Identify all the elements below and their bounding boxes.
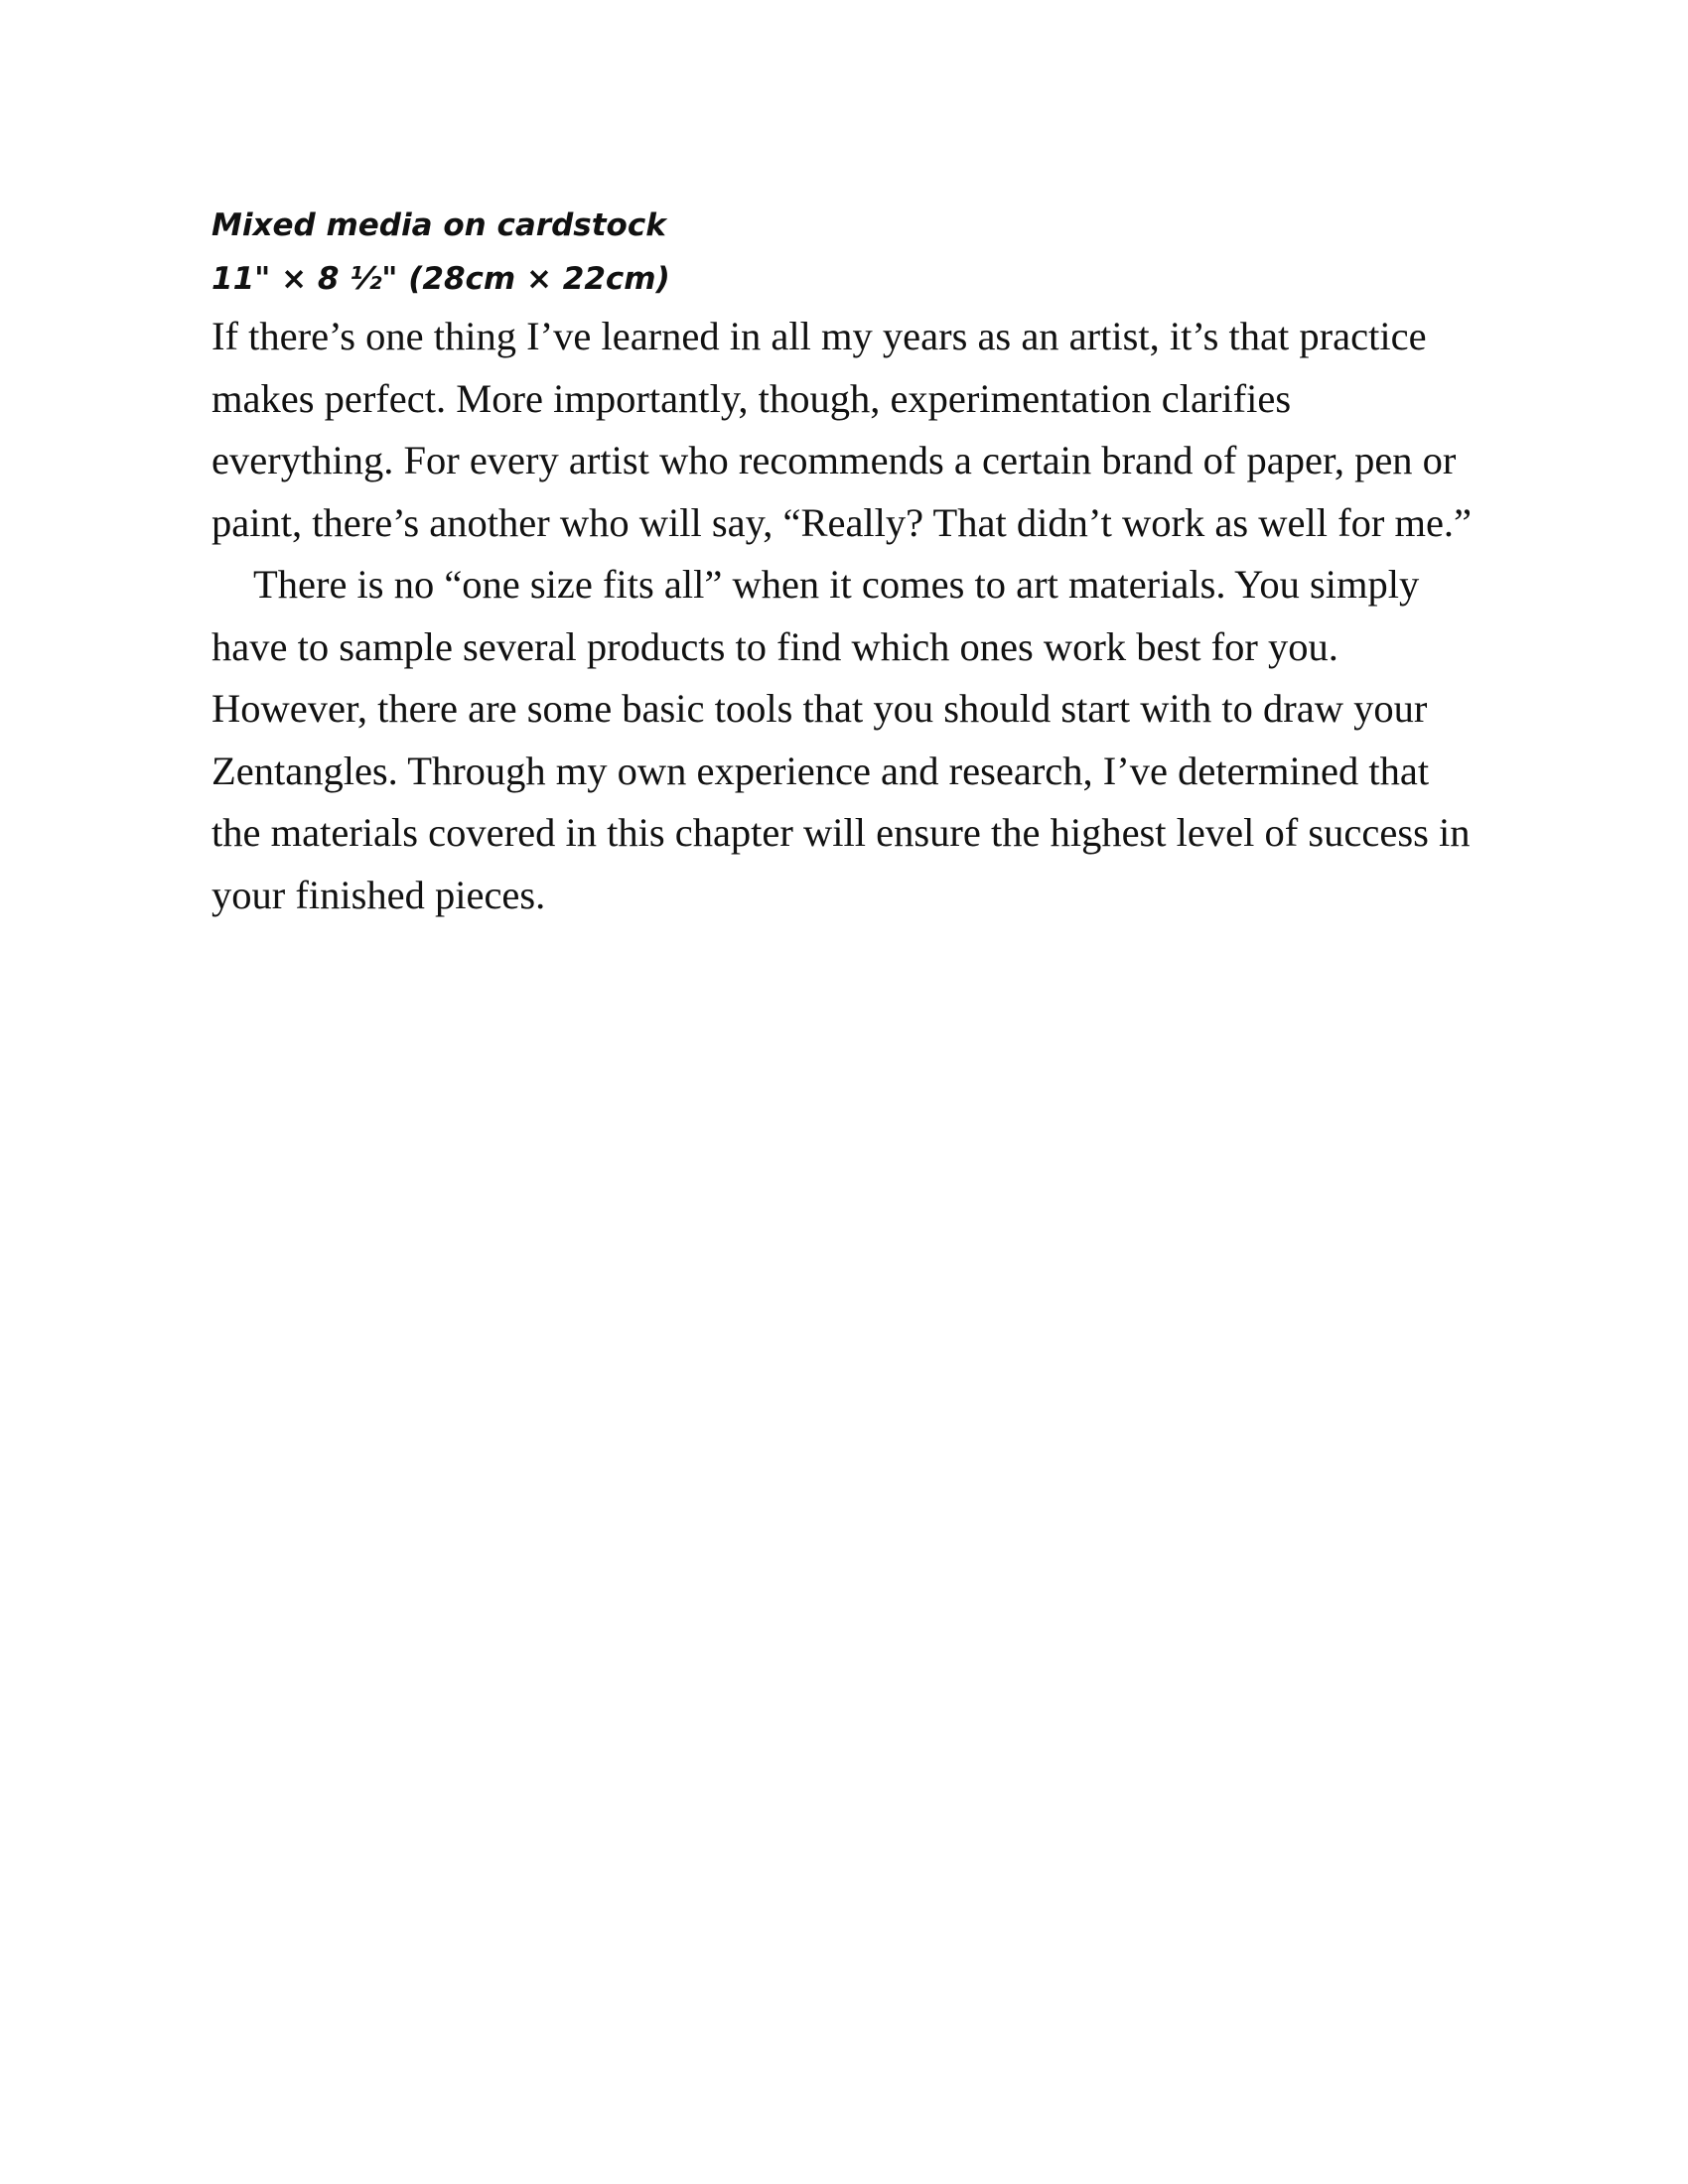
caption-dimensions: 11" × 8 ½" (28cm × 22cm) <box>211 261 670 297</box>
caption-medium: Mixed media on cardstock <box>211 207 666 243</box>
body-paragraph-2: There is no “one size fits all” when it comes to art materials. You simply have to sample several products to find which ones work best for you. However, there are some basic tools that you should start with to draw your Zentangles. Through my own experience and research, I’ve determined that the materials covered in this chapter will ensure the highest level of success in your finished pieces. <box>211 562 1471 917</box>
text-block <box>211 199 1482 926</box>
body-paragraph-1: If there’s one thing I’ve learned in all my years as an artist, it’s that practice makes perfect. More importantly, though, experimentation clarifies everything. For every artist who recommends a certain brand of paper, pen or paint, there’s another who will say, “Really? That didn’t work as well for me.” <box>211 314 1473 545</box>
